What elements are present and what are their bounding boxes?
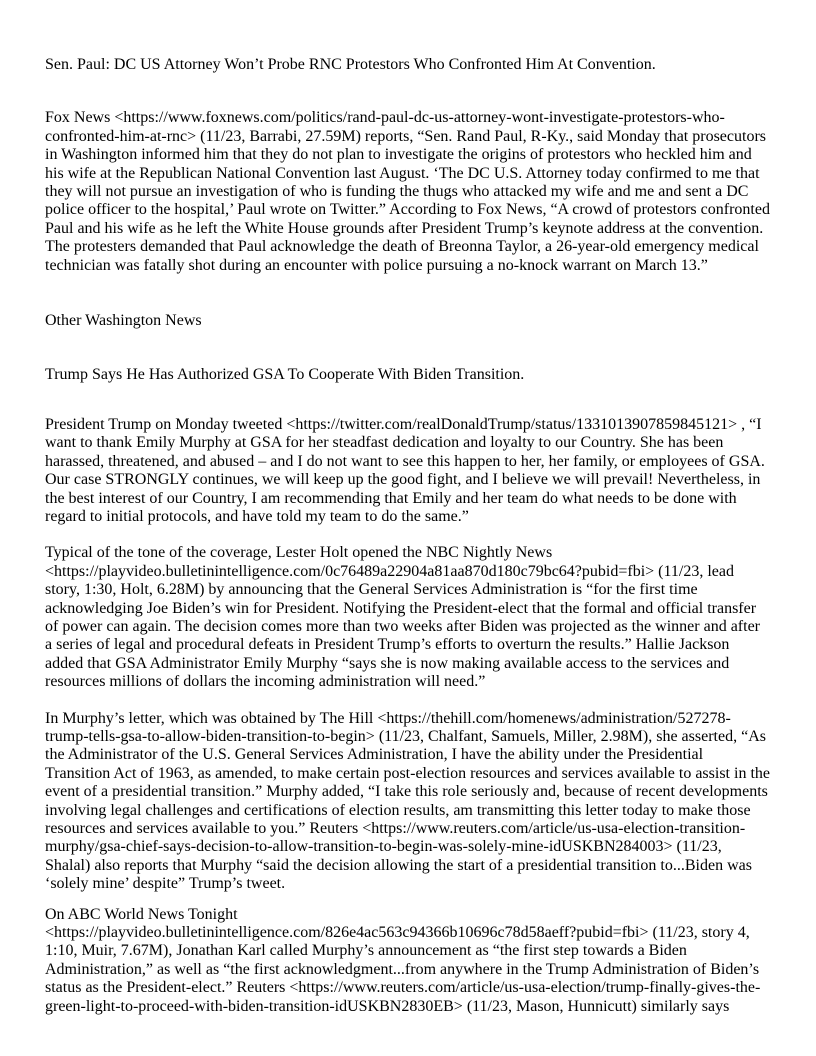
paragraph-nbc-nightly-news: Typical of the tone of the coverage, Lester Holt opened the NBC Nightly News <https://playvideo.bulletinintelligence.com/0c76489a22904a81aa870d180c79bc64?pubid=fbi> (11/23, lead story, 1:30, Holt, 6.28M) by announcing that the General Services Administration is “for the first time acknowledging Joe Biden’s win for President. Notifying the President-elect that the formal and official transfer of power can again. The decision comes more than two weeks after Biden was projected as the winner and after a series of legal and procedural defeats in President Trump’s efforts to overturn the results.” Hallie Jackson added that GSA Administrator Emily Murphy “says she is now making available access to the services and resources millions of dollars the incoming administration will need.” [45,544,760,691]
paragraph-abc-world-news: On ABC World News Tonight <https://playvideo.bulletinintelligence.com/826e4ac563c94366b10696c78d58aeff?pubid=fbi> (11/23, story 4, 1:10, Muir, 7.67M), Jonathan Karl called Murphy’s announcement as “the first step towards a Biden Administration,” as well as “the first acknowledgment...from anywhere in the Trump Administration of Biden’s status as the President-elect.” Reuters <https://www.reuters.com/article/us-usa-election/trump-finally-gives-the-green-light-to-proceed-with-biden-transition-idUSKBN2830EB> (11/23, Mason, Hunnicutt) similarly says [45,905,761,1015]
section-heading-other-washington-news: Other Washington News [45,312,202,330]
paragraph-murphy-letter: In Murphy’s letter, which was obtained by The Hill <https://thehill.com/homenews/administration/527278-trump-tells-gsa-to-allow-biden-transition-to-begin> (11/23, Chalfant, Samuels, Miller, 2.98M), she asserted, “As the Administrator of the U.S. General Services Administration, I have the ability under the Presidential Transition Act of 1963, as amended, to make certain post-election resources and services available to assist in the event of a presidential transition.” Murphy added, “I take this role seriously and, because of recent developments involving legal challenges and certifications of election results, am transmitting this letter today to make those resources and services available to you.” Reuters <https://www.reuters.com/article/us-usa-election-transition-murphy/gsa-chief-says-decision-to-allow-transition-to-begin-was-solely-mine-idUSKBN284003> (11/23, Shalal) also reports that Murphy “said the decision allowing the start of a presidential transition to...Biden was ‘solely mine’ despite” Trump’s tweet. [45,709,770,893]
story-headline-gsa-transition: Trump Says He Has Authorized GSA To Cooperate With Biden Transition. [45,366,525,384]
story-headline-rand-paul: Sen. Paul: DC US Attorney Won’t Probe RNC Protestors Who Confronted Him At Convention. [45,56,656,73]
paragraph-trump-tweet: President Trump on Monday tweeted <https://twitter.com/realDonaldTrump/status/1331013907859845121> , “I want to thank Emily Murphy at GSA for her steadfast dedication and loyalty to our Country. She has been harassed, threatened, and abused – and I do not want to see this happen to her, her family, or employees of GSA. Our case STRONGLY continues, we will keep up the good fight, and I believe we will prevail! Nevertheless, in the best interest of our Country, I am recommending that Emily and her team do what needs to be done with regard to initial protocols, and have told my team to do the same.” [45,415,765,525]
paragraph-fox-news-rand-paul: Fox News <https://www.foxnews.com/politics/rand-paul-dc-us-attorney-wont-investigate-protestors-who-confronted-him-at-rnc> (11/23, Barrabi, 27.59M) reports, “Sen. Rand Paul, R-Ky., said Monday that prosecutors in Washington informed him that they do not plan to investigate the origins of protestors who heckled him and his wife at the Republican National Convention last August. ‘The DC U.S. Attorney today confirmed to me that they will not pursue an investigation of who is funding the thugs who attacked my wife and me and sent a DC police officer to the hospital,’ Paul wrote on Twitter.” According to Fox News, “A crowd of protestors confronted Paul and his wife as he left the White House grounds after President Trump’s keynote address at the convention. The protesters demanded that Paul acknowledge the death of Breonna Taylor, a 26-year-old emergency medical technician was fatally shot during an encounter with police pursuing a no-knock warrant on March 13.” [45,109,770,274]
